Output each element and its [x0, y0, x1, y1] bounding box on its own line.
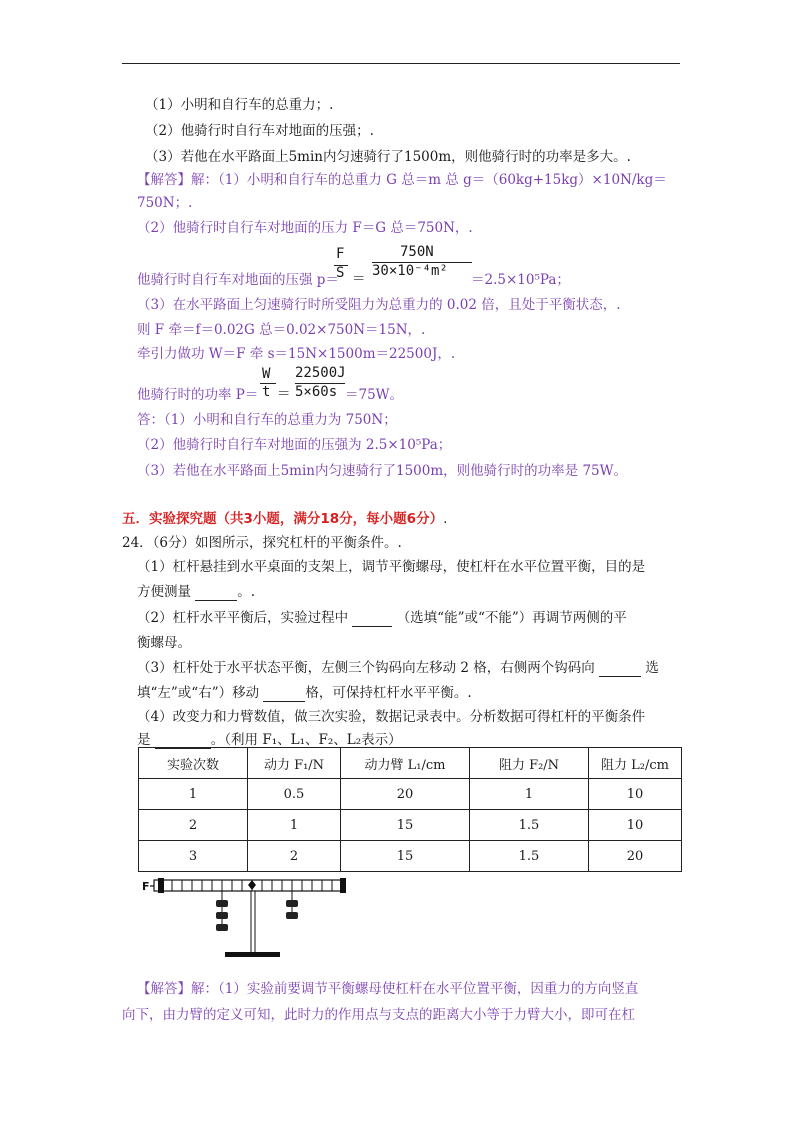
lever-figure — [140, 872, 360, 962]
answer-blank[interactable] — [599, 662, 641, 677]
q24-part1-b-pre: 方便测量 — [137, 584, 191, 600]
q24-part3-a-pre: （3）杠杆处于水平状态平衡，左侧三个钩码向左移动 2 格，右侧两个钩码向 — [137, 660, 595, 676]
q24-part3-a-post: 选 — [645, 660, 659, 676]
question-line-1: （1）小明和自行车的总重力；. — [145, 97, 334, 113]
q24-part4-a: （4）改变力和力臂数值，做三次实验，数据记录表中。分析数据可得杠杆的平衡条件 — [137, 709, 646, 725]
pressure-formula-suffix: ＝2.5×10⁵Pa； — [471, 272, 570, 288]
table-cell: 0.5 — [248, 779, 341, 810]
table-cell: 1 — [139, 779, 248, 810]
right-hook-weights — [286, 891, 298, 919]
data-table — [138, 747, 682, 872]
table-cell: 15 — [341, 841, 470, 872]
support-base — [225, 952, 280, 957]
answer-blank[interactable] — [195, 586, 237, 601]
section-heading-text: 五．实验探究题（共3小题，满分18分，每小题6分） — [122, 511, 444, 527]
answer-blank[interactable] — [352, 612, 392, 627]
support-pole — [251, 891, 255, 953]
balance-nut-right — [340, 878, 346, 893]
answer-line-3b: 则 F 牵＝f＝0.02G 总＝0.02×750N＝15N，. — [137, 322, 426, 338]
power-formula-suffix: ＝75W。 — [345, 387, 404, 403]
table-row — [139, 841, 682, 872]
table-cell: 20 — [341, 779, 470, 810]
table-cell: 3 — [139, 841, 248, 872]
table-cell: 1.5 — [470, 810, 589, 841]
fraction-denominator: t — [262, 384, 271, 400]
table-cell: 10 — [589, 810, 682, 841]
power-formula-prefix: 他骑行时的功率 P＝ — [137, 387, 259, 403]
table-cell: 10 — [589, 779, 682, 810]
q24-part2-a-post: （选填“能”或“不能”）再调节两侧的平 — [396, 610, 627, 626]
final-answer-3: （3）若他在水平路面上5min内匀速骑行了1500m，则他骑行时的功率是 75W。 — [137, 463, 627, 479]
question-24: 24．（6分）如图所示，探究杠杆的平衡条件。. — [122, 535, 402, 551]
table-cell: 20 — [589, 841, 682, 872]
q24-part2-b: 衡螺母。 — [137, 635, 191, 651]
fraction-numerator: W — [262, 366, 271, 382]
q24-part3-a — [137, 659, 659, 677]
solution-line-2: 向下，由力臂的定义可知，此时力的作用点与支点的距离大小等于力臂大小，即可在杠 — [122, 1007, 635, 1023]
solution-line-1 — [137, 980, 638, 998]
answer-line-1b: 750N；. — [137, 195, 193, 211]
table-header-cell: 实验次数 — [139, 748, 248, 779]
balance-nut-left — [158, 878, 164, 893]
left-hook-weights — [216, 891, 228, 931]
section-heading — [122, 510, 447, 528]
table-cell: 2 — [248, 841, 341, 872]
final-answer-1: 答：（1）小明和自行车的总重力为 750N； — [137, 412, 397, 428]
q24-part1-a: （1）杠杆悬挂到水平桌面的支架上，调节平衡螺母，使杠杆在水平位置平衡，目的是 — [137, 559, 646, 575]
fraction-numerator: 22500J — [295, 365, 346, 381]
table-header-cell: 阻力 L₂/cm — [589, 748, 682, 779]
fraction-denominator: 30×10⁻⁴m² — [372, 263, 448, 279]
table-row — [139, 810, 682, 841]
answer-line-2: （2）他骑行时自行车对地面的压力 F＝G 总＝750N，. — [137, 220, 473, 236]
q24-part2-a-pre: （2）杠杆水平平衡后，实验过程中 — [137, 610, 349, 626]
fraction-denominator: S — [336, 265, 345, 281]
question-line-3: （3）若他在水平路面上5min内匀速骑行了1500m，则他骑行时的功率是多大。. — [145, 149, 631, 165]
table-header-row — [139, 748, 682, 779]
q24-part3-b — [137, 684, 472, 702]
answer-line-1 — [137, 171, 667, 189]
equals-sign-1: ＝ — [352, 271, 366, 287]
answer-blank[interactable] — [263, 687, 305, 702]
equals-sign-2: ＝ — [277, 386, 291, 402]
q24-part2-a — [137, 609, 627, 627]
answer-line-3a: （3）在水平路面上匀速骑行时所受阻力为总重力的 0.02 倍，且处于平衡状态，. — [137, 297, 621, 313]
fraction-numerator: F — [336, 246, 345, 262]
table-header-cell: 阻力 F₂/N — [470, 748, 589, 779]
q24-part3-b-pre: 填“左”或“右”）移动 — [137, 685, 260, 701]
table-cell: 1.5 — [470, 841, 589, 872]
solution-tag: 【解答】 — [137, 981, 191, 997]
q24-part4-b-pre: 是 — [137, 732, 151, 748]
q24-part1-b-post: 。. — [237, 584, 256, 600]
table-cell: 1 — [470, 779, 589, 810]
answer-line-3c: 牵引力做功 W＝F 牵 s＝15N×1500m＝22500J，. — [137, 346, 456, 362]
table-cell: 1 — [248, 810, 341, 841]
fraction-denominator: 5×60s — [295, 384, 338, 400]
table-row — [139, 779, 682, 810]
table-header-cell: 动力臂 L₁/cm — [341, 748, 470, 779]
force-label: F — [142, 880, 150, 893]
solution-line-1-text: 解：（1）实验前要调节平衡螺母使杠杆在水平位置平衡，因重力的方向竖直 — [191, 981, 639, 997]
q24-part4-b-post: 。（利用 F₁、L₁、F₂、L₂表示） — [210, 732, 402, 748]
header-rule — [122, 63, 680, 64]
table-cell: 2 — [139, 810, 248, 841]
section-heading-dot: . — [443, 511, 448, 527]
q24-part1-b — [137, 583, 255, 601]
question-line-2: （2）他骑行时自行车对地面的压强；. — [145, 123, 374, 139]
final-answer-2: （2）他骑行时自行车对地面的压强为 2.5×10⁵Pa； — [137, 437, 452, 453]
answer-tag: 【解答】 — [137, 172, 191, 188]
fraction-numerator: 750N — [400, 244, 434, 260]
answer-1a: 解：（1）小明和自行车的总重力 G 总＝m 总 g＝（60kg+15kg）×10N/kg＝ — [191, 172, 667, 188]
table-cell: 15 — [341, 810, 470, 841]
pressure-formula-prefix: 他骑行时自行车对地面的压强 p＝ — [137, 272, 339, 288]
table-header-cell: 动力 F₁/N — [248, 748, 341, 779]
q24-part3-b-post: 格，可保持杠杆水平平衡。. — [305, 685, 472, 701]
